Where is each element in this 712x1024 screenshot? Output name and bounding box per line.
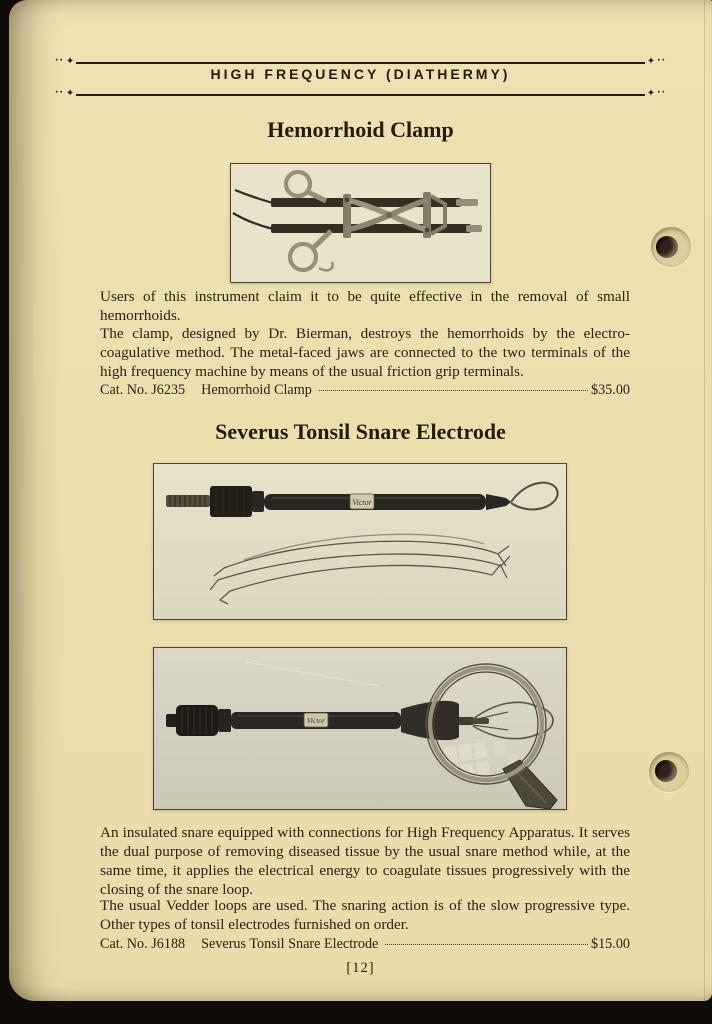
punch-hole	[651, 227, 691, 267]
rule-dots: ··	[55, 56, 64, 66]
price: $15.00	[590, 936, 630, 952]
rule-line	[76, 94, 645, 96]
body-paragraph: Users of this instrument claim it to be quite effective in the removal of small hemorrhoids.	[100, 288, 630, 325]
price: $35.00	[590, 382, 630, 398]
catalog-number: Cat. No. J6188	[100, 936, 186, 952]
rule-ornament-icon: ✦	[646, 55, 656, 67]
rule-dots: ··	[55, 88, 64, 98]
running-header: HIGH FREQUENCY (DIATHERMY)	[210, 66, 511, 82]
rule-ornament-icon: ✦	[65, 55, 75, 67]
body-paragraph: The clamp, designed by Dr. Bierman, destroys the hemorrhoids by the electro-coagulative method. The metal-faced jaws are connected to the two terminals of the high frequency machine by means of the usual friction grip terminals.	[100, 325, 630, 381]
section-title-tonsil-snare: Severus Tonsil Snare Electrode	[215, 419, 506, 444]
catalog-price-row	[100, 936, 630, 953]
body-paragraph: The usual Vedder loops are used. The snaring action is of the slow progressive type. Other types of tonsil electrodes furnished on order.	[100, 897, 630, 934]
brand-badge-label: Victor	[306, 716, 326, 725]
punch-hole	[649, 752, 689, 792]
tonsil-snare-illustration	[154, 464, 566, 619]
catalog-price-row	[100, 382, 630, 399]
punch-hole-center	[656, 236, 678, 258]
section-title-hemorrhoid-clamp: Hemorrhoid Clamp	[267, 117, 454, 142]
punch-hole-center	[655, 760, 677, 782]
dotted-leader	[319, 390, 588, 391]
tonsil-snare-magnified-photo	[153, 647, 567, 810]
paper-sheet	[9, 0, 712, 1001]
tonsil-snare-magnified-illustration	[154, 648, 566, 809]
hemorrhoid-clamp-photo	[230, 163, 491, 283]
rule-dots: ··	[657, 56, 666, 66]
catalog-item-name: Severus Tonsil Snare Electrode	[201, 936, 379, 952]
brand-badge-label: Victor	[352, 498, 372, 507]
dotted-leader	[385, 944, 588, 945]
hemorrhoid-clamp-illustration	[231, 164, 490, 282]
body-paragraph: An insulated snare equipped with connections for High Frequency Apparatus. It serves the dual purpose of removing diseased tissue by the usual snare method while, at the same time, it applies the electrical energy to coagulate tissues progressively with the closing of the snare loop.	[100, 824, 630, 899]
page-number: [12]	[346, 960, 375, 976]
catalog-number: Cat. No. J6235	[100, 382, 186, 398]
decorative-rule-bottom	[55, 87, 666, 99]
page-edge-crease	[704, 0, 705, 1001]
rule-ornament-icon: ✦	[65, 87, 75, 99]
catalog-item-name: Hemorrhoid Clamp	[201, 382, 312, 398]
rule-line	[76, 62, 645, 64]
rule-ornament-icon: ✦	[646, 87, 656, 99]
rule-dots: ··	[657, 88, 666, 98]
tonsil-snare-photo	[153, 463, 567, 620]
